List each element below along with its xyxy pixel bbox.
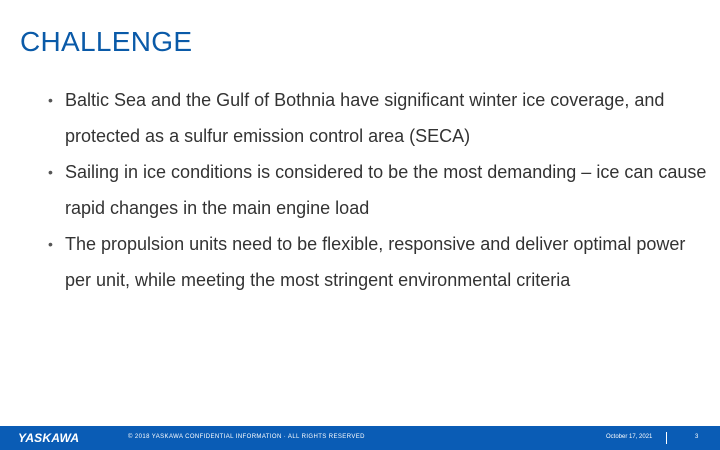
bullet-icon: • [48,236,53,252]
bullet-icon: • [48,92,53,108]
footer-bar [0,426,720,450]
copyright-notice: © 2018 YASKAWA CONFIDENTIAL INFORMATION · ALL RIGHTS RESERVED [128,434,365,440]
bullet-item [48,226,708,298]
bullet-text: The propulsion units need to be flexible, responsive and deliver optimal power per unit, while meeting the most stringent environmental criteria [65,234,686,290]
bullet-item [48,82,708,154]
footer-divider [666,432,667,444]
slide-title: CHALLENGE [20,26,193,57]
bullet-item [48,154,708,226]
company-logo: YASKAWA [18,431,80,445]
bullet-list [48,82,708,298]
bullet-text: Sailing in ice conditions is considered to be the most demanding – ice can cause rapid changes in the main engine load [65,162,707,218]
footer-date: October 17, 2021 [606,434,653,440]
bullet-icon: • [48,164,53,180]
bullet-text: Baltic Sea and the Gulf of Bothnia have significant winter ice coverage, and protected as a sulfur emission control area (SECA) [65,90,665,146]
page-number: 3 [695,434,699,440]
